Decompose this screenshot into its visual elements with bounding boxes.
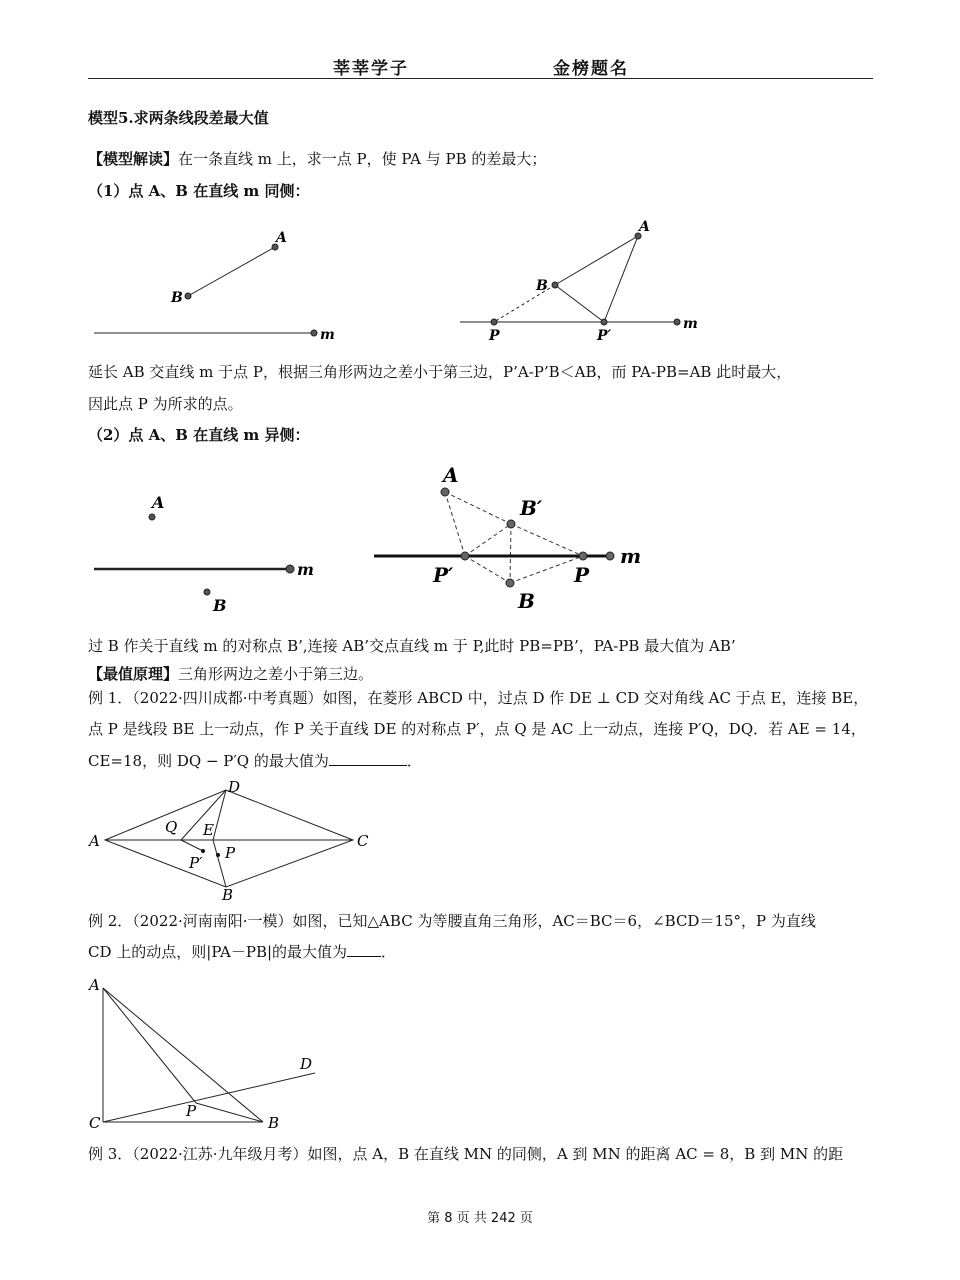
explain2-line: 过 B 作关于直线 m 的对称点 B’,连接 AB’交点直线 m 于 P,此时 PB=PB’，PA-PB 最大值为 AB’	[88, 637, 736, 655]
label-m: m	[620, 544, 642, 568]
label-p-prime: P′	[433, 563, 454, 587]
figure-case1-right	[455, 212, 715, 347]
interpretation-tag: 【模型解读】	[88, 150, 179, 168]
page-header	[88, 52, 873, 79]
label-b-prime: B′	[520, 496, 543, 520]
label-p: P	[574, 563, 590, 587]
ex1-line3a: CE=18，则 DQ − P′Q 的最大值为	[88, 752, 329, 770]
label-p-prime: P′	[189, 854, 203, 872]
interpretation-text: 在一条直线 m 上，求一点 P，使 PA 与 PB 的差最大；	[178, 150, 547, 168]
principle-text: 三角形两边之差小于第三边。	[178, 665, 374, 683]
label-a: A	[152, 493, 165, 512]
ex1-line3b: ．	[406, 752, 422, 770]
label-p-prime: P′	[597, 328, 612, 344]
label-a: A	[89, 832, 100, 850]
label-p: P	[489, 328, 500, 344]
figure-case1-left	[88, 220, 348, 350]
label-p: P	[186, 1102, 197, 1120]
figure-case2-right	[370, 458, 680, 618]
principle-line	[88, 663, 373, 684]
header-right: 金榜题名	[553, 59, 629, 79]
figure-ex2-triangle	[85, 970, 335, 1135]
model-title: 模型5.求两条线段差最大值	[88, 109, 269, 127]
label-b: B	[222, 886, 234, 904]
label-b: B	[268, 1114, 280, 1132]
ex1-line3	[88, 750, 422, 771]
principle-tag: 【最值原理】	[88, 665, 179, 683]
label-m: m	[683, 316, 698, 332]
label-b: B	[536, 278, 548, 294]
page-footer: 第 8 页 共 242 页	[427, 1211, 533, 1226]
answer-blank[interactable]	[347, 955, 381, 957]
line-m-end	[311, 330, 317, 336]
label-d: D	[300, 1055, 313, 1073]
header-left: 莘莘学子	[333, 59, 409, 79]
label-a: A	[443, 463, 459, 487]
label-d: D	[228, 778, 241, 796]
ex2-line2a: CD 上的动点，则|PA－PB|的最大值为	[88, 943, 348, 961]
case2-title: （2）点 A、B 在直线 m 异侧：	[88, 426, 310, 444]
explain1-line2: 因此点 P 为所求的点。	[88, 395, 243, 413]
label-c: C	[89, 1114, 101, 1132]
label-a: A	[276, 230, 287, 246]
ex1-line2: 点 P 是线段 BE 上一动点，作 P 关于直线 DE 的对称点 P′，点 Q 是 AC 上一动点，连接 P′Q，DQ．若 AE = 14，	[88, 720, 866, 738]
label-b: B	[171, 290, 183, 306]
label-m: m	[297, 560, 314, 579]
label-p: P	[225, 844, 236, 862]
ex2-line2b: ．	[381, 943, 397, 961]
figure-ex1-rhombus	[85, 776, 385, 904]
label-b: B	[213, 596, 227, 615]
explain1-line1: 延长 AB 交直线 m 于点 P，根据三角形两边之差小于第三边，P’A-P’B＜AB，而 PA-PB=AB 此时最大，	[88, 363, 792, 381]
interpretation-line	[88, 148, 546, 169]
label-b: B	[518, 589, 535, 613]
answer-blank[interactable]	[329, 764, 407, 766]
label-e: E	[203, 821, 214, 839]
ex3-line1: 例 3．（2022·江苏·九年级月考）如图，点 A，B 在直线 MN 的同侧，A 到 MN 的距离 AC = 8，B 到 MN 的距	[88, 1145, 844, 1163]
label-a: A	[639, 219, 650, 235]
case1-title: （1）点 A、B 在直线 m 同侧：	[88, 182, 310, 200]
label-m: m	[320, 327, 335, 343]
label-a: A	[89, 976, 100, 994]
label-q: Q	[165, 818, 178, 836]
point-b	[185, 293, 191, 299]
ex2-line2	[88, 941, 396, 962]
ex2-line1: 例 2．（2022·河南南阳·一模）如图，已知△ABC 为等腰直角三角形，AC＝BC＝6，∠BCD＝15°，P 为直线	[88, 912, 816, 930]
figure-case2-left	[88, 485, 338, 620]
label-c: C	[357, 832, 369, 850]
ex1-line1: 例 1．（2022·四川成都·中考真题）如图，在菱形 ABCD 中，过点 D 作 DE ⊥ CD 交对角线 AC 于点 E，连接 BE，	[88, 689, 869, 707]
